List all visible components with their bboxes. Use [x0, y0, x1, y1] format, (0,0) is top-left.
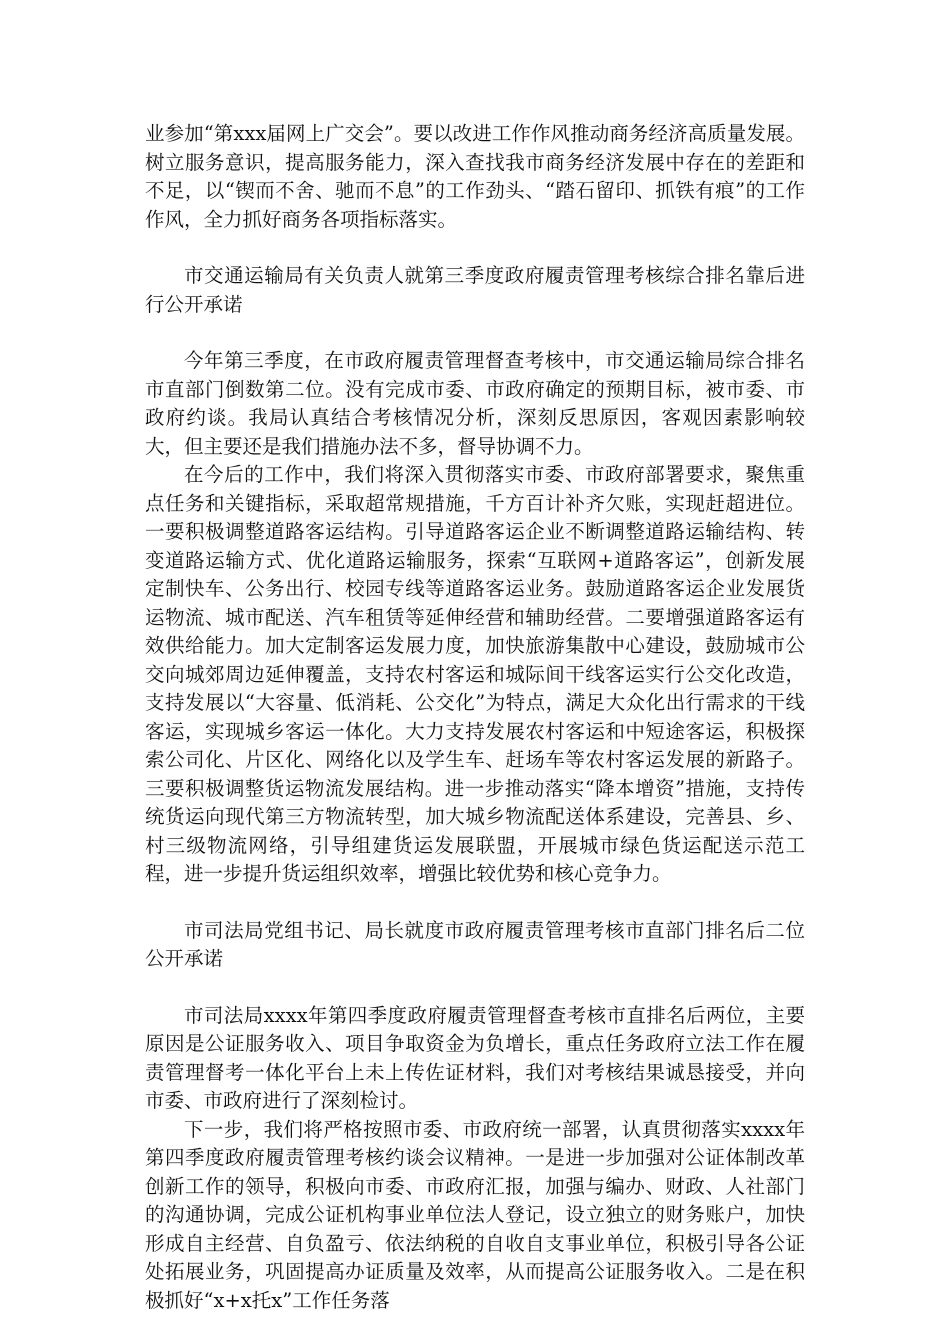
paragraph-justice-measures: 下一步，我们将严格按照市委、市政府统一部署，认真贯彻落实xxxx年第四季度政府履责管理考核约谈会议精神。一是进一步加强对公证体制改革创新工作的领导，积极向市委、市政府汇报，加强与编办、财政、人社部门的沟通协调，完成公证机构事业单位法人登记，设立独立的财务账户，加快形成自主经营、自负盈亏、依法纳税的自收自支事业单位，积极引导各公证处拓展业务，巩固提高办证质量及效率，从而提高公证服务收入。二是在积极抓好“x+x托x”工作任务落 [145, 1117, 805, 1312]
document-body [145, 120, 805, 1315]
paragraph-commerce-continuation: 业参加“第xxx届网上广交会”。要以改进工作作风推动商务经济高质量发展。树立服务意识，提高服务能力，深入查找我市商务经济发展中存在的差距和不足，以“锲而不舍、驰而不息”的工作劲头、“踏石留印、抓铁有痕”的工作作风，全力抓好商务各项指标落实。 [145, 122, 805, 231]
section-heading-transport-bureau: 市交通运输局有关负责人就第三季度政府履责管理考核综合排名靠后进行公开承诺 [145, 264, 805, 316]
paragraph-transport-ranking: 今年第三季度，在市政府履责管理督查考核中，市交通运输局综合排名市直部门倒数第二位。没有完成市委、市政府确定的预期目标，被市委、市政府约谈。我局认真结合考核情况分析，深刻反思原因，客观因素影响较大，但主要还是我们措施办法不多，督导协调不力。 [145, 349, 805, 458]
section-heading-justice-bureau: 市司法局党组书记、局长就度市政府履责管理考核市直部门排名后二位公开承诺 [145, 918, 805, 970]
paragraph-justice-ranking: 市司法局xxxx年第四季度政府履责管理督查考核市直排名后两位，主要原因是公证服务收入、项目争取资金为负增长，重点任务政府立法工作在履责管理督考一体化平台上未上传佐证材料，我们对考核结果诚恳接受，并向市委、市政府进行了深刻检讨。 [145, 1003, 805, 1112]
paragraph-transport-measures: 在今后的工作中，我们将深入贯彻落实市委、市政府部署要求，聚焦重点任务和关键指标，采取超常规措施，千方百计补齐欠账，实现赶超进位。一要积极调整道路客运结构。引导道路客运企业不断调整道路运输结构、转变道路运输方式、优化道路运输服务，探索“互联网+道路客运”，创新发展定制快车、公务出行、校园专线等道路客运业务。鼓励道路客运企业发展货运物流、城市配送、汽车租赁等延伸经营和辅助经营。二要增强道路客运有效供给能力。加大定制客运发展力度，加快旅游集散中心建设，鼓励城市公交向城郊周边延伸覆盖，支持农村客运和城际间干线客运实行公交化改造，支持发展以“大容量、低消耗、公交化”为特点，满足大众化出行需求的干线客运，实现城乡客运一体化。大力支持发展农村客运和中短途客运，积极探索公司化、片区化、网络化以及学生车、赶场车等农村客运发展的新路子。三要积极调整货运物流发展结构。进一步推动落实“降本增资”措施，支持传统货运向现代第三方物流转型，加大城乡物流配送体系建设，完善县、乡、村三级物流网络，引导组建货运发展联盟，开展城市绿色货运配送示范工程，进一步提升货运组织效率，增强比较优势和核心竞争力。 [145, 463, 805, 885]
